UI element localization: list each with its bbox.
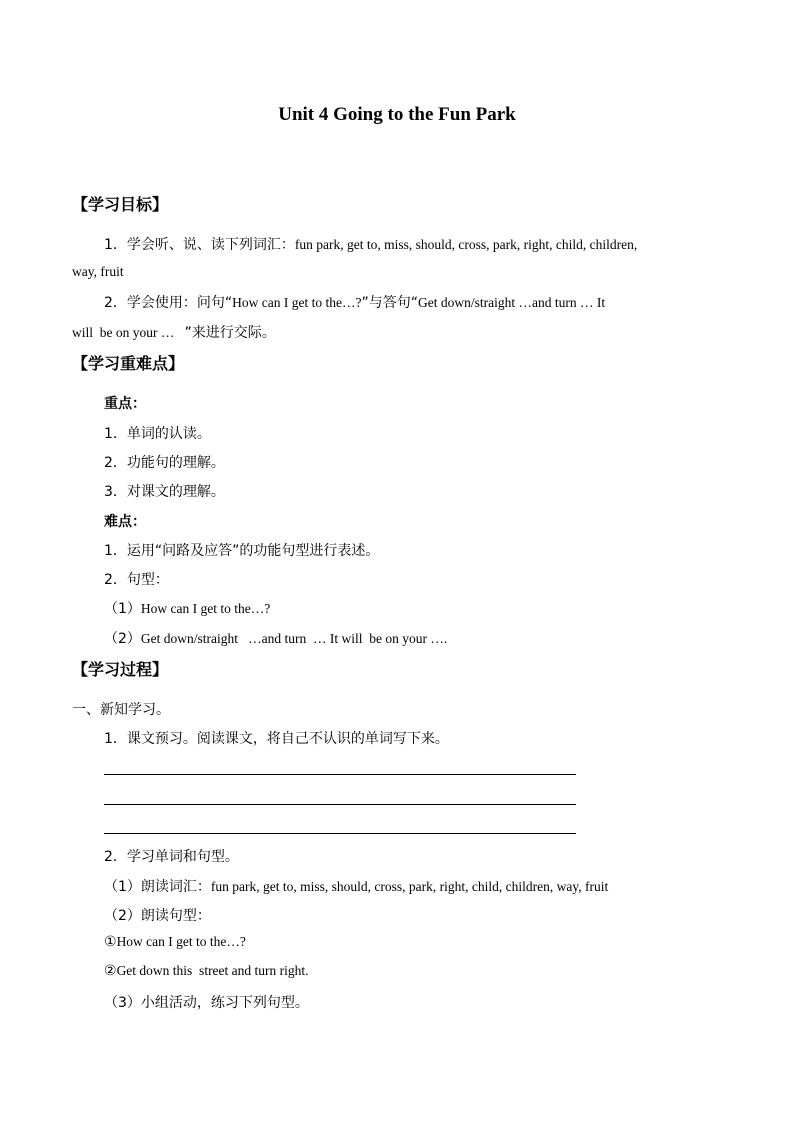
pattern-1	[104, 598, 270, 618]
sentence-1-num: ①	[104, 934, 117, 950]
objectives-heading: 【学习目标】	[72, 195, 169, 214]
sub-step-1	[104, 876, 608, 896]
objective-2-cn-b: ”与答句“	[361, 295, 419, 311]
objective-1-words: fun park, get to, miss, should, cross, park, right, child, children,	[294, 237, 638, 252]
pattern-1-num: （1）	[104, 601, 141, 617]
sentence-1	[104, 934, 246, 950]
objective-2-continued	[72, 322, 276, 342]
pattern-2-num: （2）	[104, 631, 141, 647]
process-heading: 【学习过程】	[72, 660, 169, 679]
objective-2-cn-a: 2．学会使用：问句“	[104, 295, 233, 311]
process-step-1: 1．课文预习。阅读课文，将自己不认识的单词写下来。	[104, 731, 449, 747]
objective-2	[104, 292, 605, 312]
sub-step-1-label: （1）朗读词汇：	[104, 879, 211, 895]
objective-1-cn: 1．学会听、说、读下列词汇：	[104, 237, 295, 253]
pattern-2	[104, 628, 447, 648]
difficult-item-2: 2．句型：	[104, 572, 169, 588]
focus-label: 重点：	[104, 396, 146, 412]
difficult-label: 难点：	[104, 514, 146, 530]
page-title: Unit 4 Going to the Fun Park	[278, 104, 516, 125]
sentence-1-text: How can I get to the…?	[116, 934, 246, 949]
pattern-2-text: Get down/straight …and turn … It will be on your ….	[140, 631, 448, 646]
process-step-2: 2．学习单词和句型。	[104, 849, 239, 865]
objective-2-cont-cn: ”来进行交际。	[184, 325, 276, 341]
key-points-heading: 【学习重难点】	[72, 354, 185, 373]
sentence-2	[104, 963, 309, 979]
difficult-item-1: 1．运用“问路及应答”的功能句型进行表述。	[104, 543, 380, 559]
sentence-2-num: ②	[104, 963, 117, 979]
process-part-1: 一、新知学习。	[72, 702, 170, 718]
objective-2-question: How can I get to the…?	[232, 295, 362, 310]
sentence-2-text: Get down this street and turn right.	[116, 963, 309, 978]
focus-item-2: 2．功能句的理解。	[104, 455, 225, 471]
objective-2-answer: Get down/straight …and turn … It	[418, 295, 606, 310]
sub-step-3: （3）小组活动，练习下列句型。	[104, 995, 309, 1011]
objective-1	[104, 234, 637, 254]
sub-step-1-words: fun park, get to, miss, should, cross, park, right, child, children, way, fruit	[210, 879, 609, 894]
answer-line-3[interactable]	[104, 833, 576, 834]
objective-2-cont-en: will be on your …	[72, 325, 185, 340]
pattern-1-text: How can I get to the…?	[140, 601, 271, 616]
answer-line-2[interactable]	[104, 804, 576, 805]
focus-item-3: 3．对课文的理解。	[104, 484, 225, 500]
answer-line-1[interactable]	[104, 774, 576, 775]
focus-item-1: 1．单词的认读。	[104, 426, 211, 442]
objective-1-continued: way, fruit	[72, 264, 124, 279]
sub-step-2: （2）朗读句型：	[104, 908, 211, 924]
